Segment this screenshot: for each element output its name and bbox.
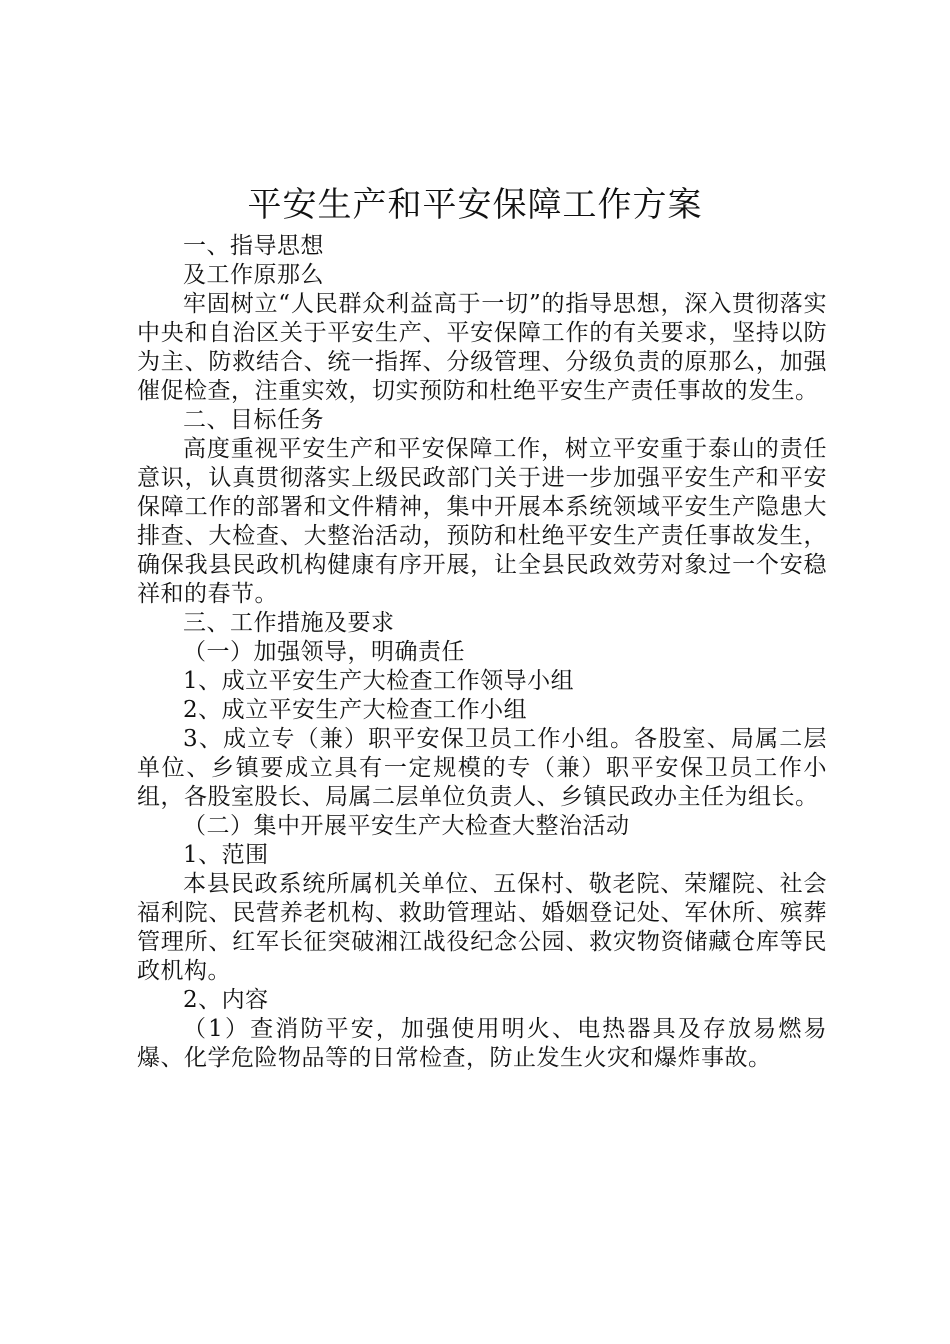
subheading-inspection: （二）集中开展平安生产大检查大整治活动 (183, 813, 630, 839)
list-item-work-group: 2、成立平安生产大检查工作小组 (183, 697, 528, 723)
list-item-security-group: 3、成立专（兼）职平安保卫员工作小组。各股室、局属二层单位、乡镇要成立具有一定规模的专（兼）职平安保卫员工作小组，各股室股长、局属二层单位负责人、乡镇民政办主任为组长。 (137, 726, 827, 810)
paragraph-scope-content: 本县民政系统所属机关单位、五保村、敬老院、荣耀院、社会福利院、民营养老机构、救助管理站、婚姻登记处、军休所、殡葬管理所、红军长征突破湘江战役纪念公园、救灾物资储藏仓库等民政机构。 (137, 871, 827, 984)
heading-work-principle: 及工作原那么 (183, 262, 324, 288)
document-title: 平安生产和平安保障工作方案 (247, 185, 703, 225)
list-item-scope: 1、范围 (183, 842, 269, 868)
heading-goals: 二、目标任务 (183, 407, 324, 433)
heading-measures: 三、工作措施及要求 (183, 610, 395, 636)
list-item-content: 2、内容 (183, 987, 269, 1013)
paragraph-guiding-content: 牢固树立“人民群众利益高于一切”的指导思想，深入贯彻落实中央和自治区关于平安生产、平安保障工作的有关要求，坚持以防为主、防救结合、统一指挥、分级管理、分级负责的原那么，加强催促检查，注重实效，切实预防和杜绝平安生产责任事故的发生。 (137, 291, 827, 404)
paragraph-fire-safety: （1）查消防平安，加强使用明火、电热器具及存放易燃易爆、化学危险物品等的日常检查，防止发生火灾和爆炸事故。 (137, 1016, 827, 1071)
heading-guiding-thought: 一、指导思想 (183, 233, 324, 259)
paragraph-goals-content: 高度重视平安生产和平安保障工作，树立平安重于泰山的责任意识，认真贯彻落实上级民政部门关于进一步加强平安生产和平安保障工作的部署和文件精神，集中开展本系统领域平安生产隐患大排查、大检查、大整治活动，预防和杜绝平安生产责任事故发生，确保我县民政机构健康有序开展，让全县民政效劳对象过一个安稳祥和的春节。 (137, 436, 827, 607)
list-item-leading-group: 1、成立平安生产大检查工作领导小组 (183, 668, 575, 694)
subheading-leadership: （一）加强领导，明确责任 (183, 639, 465, 665)
document-body (137, 232, 827, 1073)
